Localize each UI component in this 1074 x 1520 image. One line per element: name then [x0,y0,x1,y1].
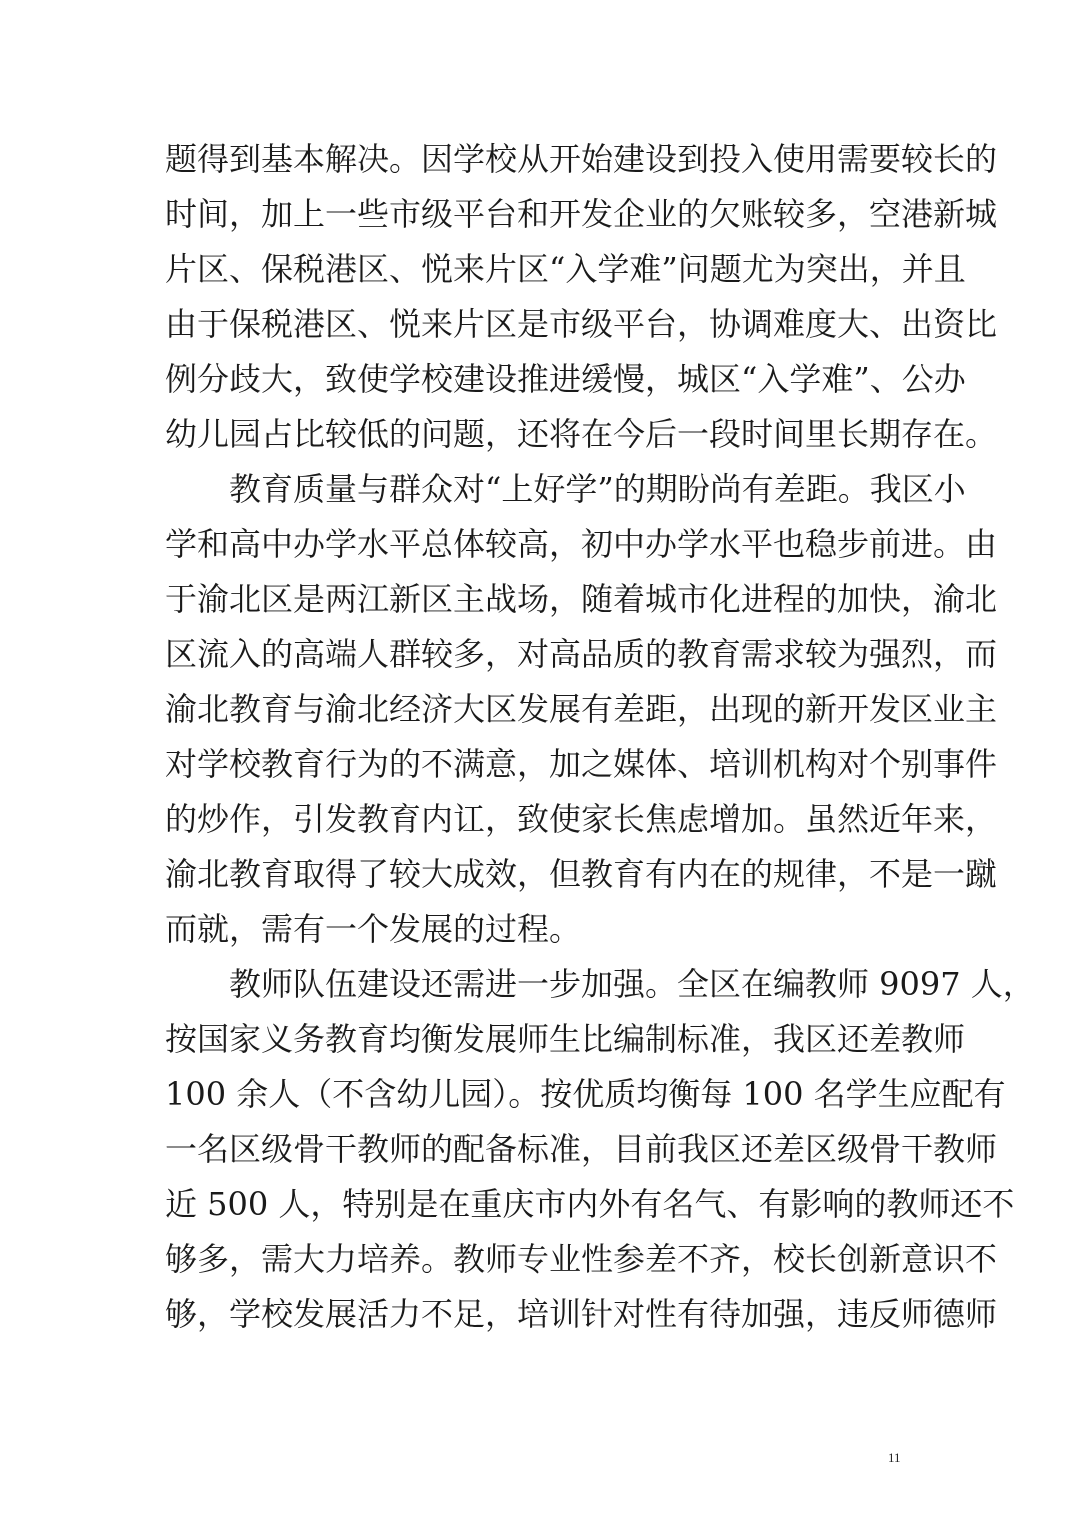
text-line: 而就，需有一个发展的过程。 [165,910,582,948]
text-line: 时间，加上一些市级平台和开发企业的欠账较多，空港新城 [165,195,998,233]
page-number: 11 [888,1450,901,1465]
text-line: 幼儿园占比较低的问题，还将在今后一段时间里长期存在。 [165,415,998,453]
text-line: 渝北教育取得了较大成效，但教育有内在的规律，不是一蹴 [165,855,998,893]
paragraph [165,132,998,462]
text-line: 一名区级骨干教师的配备标准，目前我区还差区级骨干教师 [165,1130,998,1168]
text-line: 例分歧大，致使学校建设推进缓慢，城区“入学难”、公办 [165,360,966,398]
text-line: 教育质量与群众对“上好学”的期盼尚有差距。我区小 [165,470,966,508]
text-line: 区流入的高端人群较多，对高品质的教育需求较为强烈，而 [165,635,998,673]
text-line: 于渝北区是两江新区主战场，随着城市化进程的加快，渝北 [165,580,998,618]
text-line: 片区、保税港区、悦来片区“入学难”问题尤为突出，并且 [165,250,966,288]
text-line: 够多，需大力培养。教师专业性参差不齐，校长创新意识不 [165,1240,998,1278]
text-line: 对学校教育行为的不满意，加之媒体、培训机构对个别事件 [165,745,998,783]
text-line: 近 500 人，特别是在重庆市内外有名气、有影响的教师还不 [165,1185,1015,1223]
text-line: 按国家义务教育均衡发展师生比编制标准，我区还差教师 [165,1020,966,1058]
text-line: 够，学校发展活力不足，培训针对性有待加强，违反师德师 [165,1295,998,1333]
text-line: 由于保税港区、悦来片区是市级平台，协调难度大、出资比 [165,305,998,343]
paragraph [165,957,1035,1342]
text-line: 教师队伍建设还需进一步加强。全区在编教师 9097 人， [165,965,1035,1003]
paragraph [165,462,998,957]
text-line: 100 余人（不含幼儿园）。按优质均衡每 100 名学生应配有 [165,1075,1006,1113]
document-body [165,132,1035,1342]
text-line: 题得到基本解决。因学校从开始建设到投入使用需要较长的 [165,140,998,178]
text-line: 学和高中办学水平总体较高，初中办学水平也稳步前进。由 [165,525,998,563]
text-line: 渝北教育与渝北经济大区发展有差距，出现的新开发区业主 [165,690,998,728]
text-line: 的炒作，引发教育内讧，致使家长焦虑增加。虽然近年来， [165,800,998,838]
